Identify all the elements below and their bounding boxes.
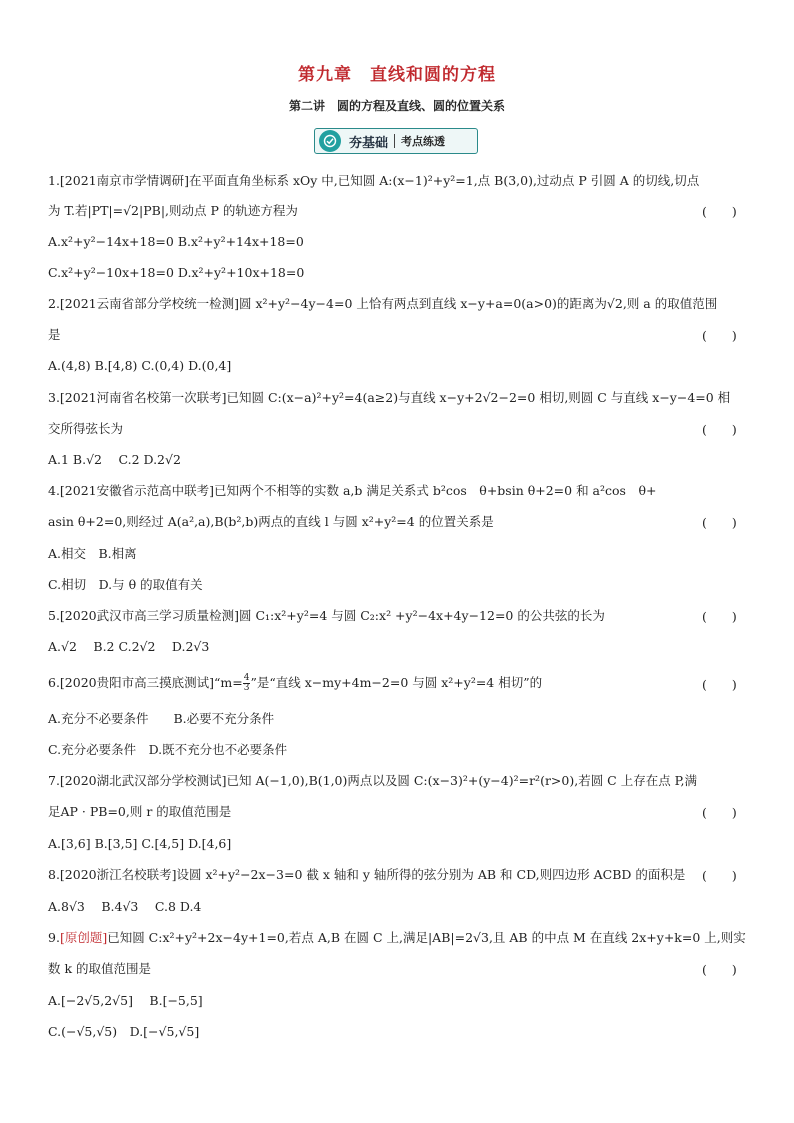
q4-line2: asin θ+2=0,则经过 A(a²,a),B(b²,b)两点的直线 l 与圆 x²+y²=4 的位置关系是	[48, 514, 494, 529]
q4-options-2: C.相切 D.与 θ 的取值有关	[48, 577, 203, 592]
q3-line1: 3.[2021河南省名校第一次联考]已知圆 C:(x−a)²+y²=4(a≥2)与直线 x−y+2√2−2=0 相切,则圆 C 与直线 x−y−4=0 相	[48, 390, 731, 405]
q1-line2: 为 T.若|PT|=√2|PB|,则动点 P 的轨迹方程为	[48, 203, 298, 218]
q6-options-2: C.充分必要条件 D.既不充分也不必要条件	[48, 742, 288, 757]
q5-answer-blank: ( )	[702, 609, 737, 624]
q9-line1	[48, 929, 748, 947]
q2-answer-blank: ( )	[702, 328, 737, 343]
q2-line1: 2.[2021云南省部分学校统一检测]圆 x²+y²−4y−4=0 上恰有两点到直线 x−y+a=0(a>0)的距离为√2,则 a 的取值范围	[48, 296, 718, 311]
q1-line1: 1.[2021南京市学情调研]在平面直角坐标系 xOy 中,已知圆 A:(x−1)²+y²=1,点 B(3,0),过动点 P 引圆 A 的切线,切点	[48, 173, 700, 188]
q6-answer-blank: ( )	[702, 677, 737, 692]
q6-line1-post: ”是“直线 x−my+4m−2=0 与圆 x²+y²=4 相切”的	[250, 675, 543, 690]
chapter-title: 第九章 直线和圆的方程	[298, 65, 496, 85]
q7-line2: 足AP · PB=0,则 r 的取值范围是	[48, 804, 232, 819]
section-badge	[314, 128, 478, 154]
q9-line2: 数 k 的取值范围是	[48, 961, 152, 976]
q2-line2: 是	[48, 327, 61, 342]
q6-line1-pre: 6.[2020贵阳市高三摸底测试]“m=	[48, 675, 243, 690]
check-circle-icon	[319, 130, 341, 152]
badge-main-label: 夯基础	[349, 135, 389, 151]
q1-options-2: C.x²+y²−10x+18=0 D.x²+y²+10x+18=0	[48, 265, 305, 280]
q4-line1: 4.[2021安徽省示范高中联考]已知两个不相等的实数 a,b 满足关系式 b²cos θ+bsin θ+2=0 和 a²cos θ+	[48, 483, 657, 498]
q3-options: A.1 B.√2 C.2 D.2√2	[48, 452, 181, 467]
q2-options: A.(4,8) B.[4,8) C.(0,4) D.(0,4]	[48, 358, 232, 373]
q5-line1: 5.[2020武汉市高三学习质量检测]圆 C₁:x²+y²=4 与圆 C₂:x² +y²−4x+4y−12=0 的公共弦的长为	[48, 608, 605, 623]
q9-line1-rest: 已知圆 C:x²+y²+2x−4y+1=0,若点 A,B 在圆 C 上,满足|AB|=2√3,且 AB 的中点 M 在直线 2x+y+k=0 上,则实	[107, 930, 746, 945]
q9-answer-blank: ( )	[702, 962, 737, 977]
q8-answer-blank: ( )	[702, 868, 737, 883]
q9-options-1: A.[−2√5,2√5] B.[−5,5]	[48, 993, 203, 1008]
q1-options-1: A.x²+y²−14x+18=0 B.x²+y²+14x+18=0	[48, 234, 304, 249]
q6-frac-den: 3	[243, 683, 250, 693]
q5-options: A.√2 B.2 C.2√2 D.2√3	[48, 639, 210, 654]
badge-divider	[394, 134, 395, 148]
q9-number: 9.	[48, 930, 60, 945]
q4-answer-blank: ( )	[702, 515, 737, 530]
q6-line1	[48, 674, 748, 693]
q8-line1: 8.[2020浙江名校联考]设圆 x²+y²−2x−3=0 截 x 轴和 y 轴所得的弦分别为 AB 和 CD,则四边形 ACBD 的面积是	[48, 867, 686, 882]
q4-options-1: A.相交 B.相离	[48, 546, 137, 561]
section-title: 第二讲 圆的方程及直线、圆的位置关系	[288, 99, 505, 113]
q3-answer-blank: ( )	[702, 422, 737, 437]
q7-options: A.[3,6] B.[3,5] C.[4,5] D.[4,6]	[48, 836, 232, 851]
q3-line2: 交所得弦长为	[48, 421, 124, 436]
q7-line1: 7.[2020湖北武汉部分学校测试]已知 A(−1,0),B(1,0)两点以及圆 C:(x−3)²+(y−4)²=r²(r>0),若圆 C 上存在点 P,满	[48, 773, 698, 788]
q6-options-1: A.充分不必要条件 B.必要不充分条件	[48, 711, 275, 726]
q6-frac-num: 4	[243, 673, 250, 683]
badge-sub-label: 考点练透	[401, 135, 446, 148]
q7-answer-blank: ( )	[702, 805, 737, 820]
q8-options: A.8√3 B.4√3 C.8 D.4	[48, 899, 202, 914]
q1-answer-blank: ( )	[702, 204, 737, 219]
q9-options-2: C.(−√5,√5) D.[−√5,√5]	[48, 1024, 200, 1039]
q9-source-tag: [原创题]	[59, 930, 108, 945]
